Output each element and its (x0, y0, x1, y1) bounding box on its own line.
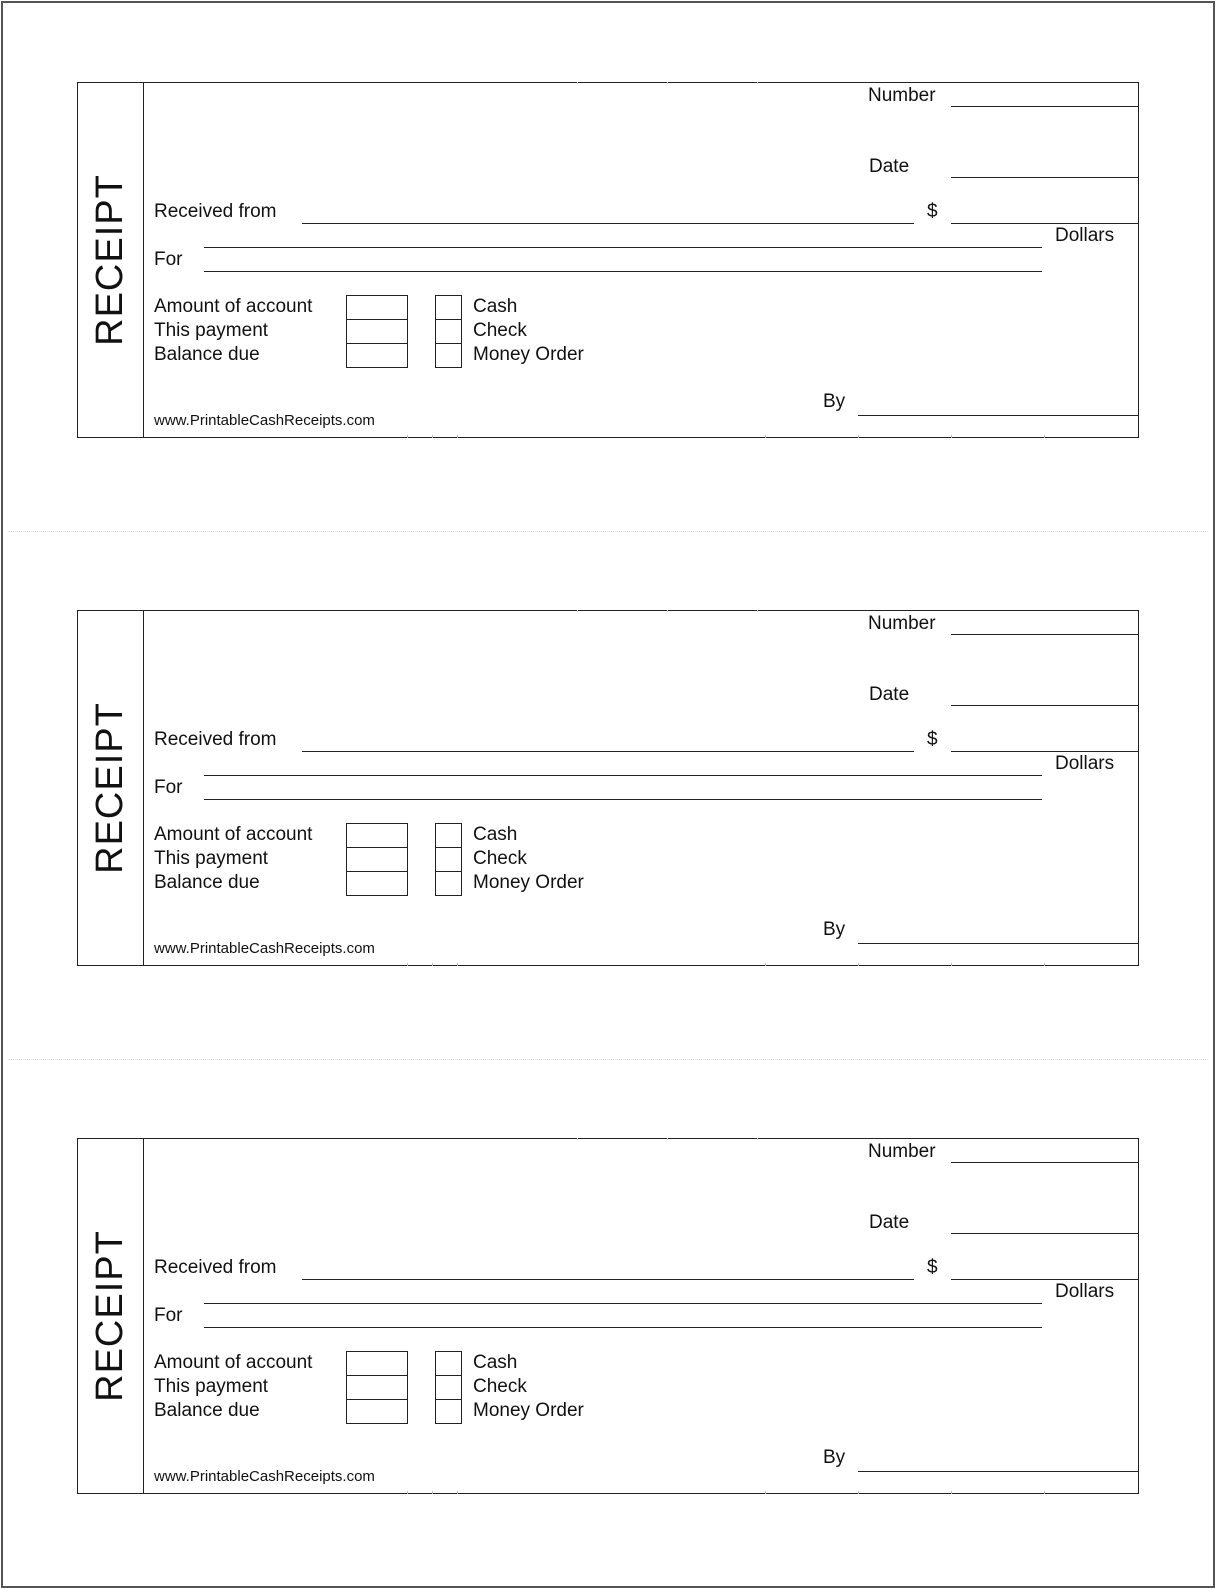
this-payment-box[interactable] (346, 1375, 408, 1400)
website-link: www.PrintableCashReceipts.com (154, 1468, 375, 1485)
receipt-border (77, 1138, 1139, 1494)
cash-checkbox[interactable] (435, 823, 462, 848)
check-checkbox[interactable] (435, 847, 462, 872)
this-payment-label: This payment (154, 320, 269, 341)
balance-due-box[interactable] (346, 871, 408, 896)
date-label: Date (869, 684, 910, 705)
balance-due-box[interactable] (346, 343, 408, 368)
cash-checkbox[interactable] (435, 1351, 462, 1376)
register-mark (757, 82, 758, 84)
receipt-side-divider (143, 610, 144, 966)
balance-due-box[interactable] (346, 1399, 408, 1424)
register-mark (432, 963, 433, 966)
receipt-form (77, 82, 1139, 438)
check-label: Check (473, 320, 527, 341)
register-mark (667, 1138, 668, 1140)
register-mark (765, 963, 766, 966)
cut-line (8, 1059, 1208, 1060)
amount-of-account-box[interactable] (346, 295, 408, 320)
dollar-sign: $ (927, 201, 938, 222)
this-payment-box[interactable] (346, 847, 408, 872)
balance-due-label: Balance due (154, 1400, 260, 1421)
dollars-label: Dollars (1055, 225, 1115, 246)
for-label: For (154, 249, 183, 270)
register-mark (858, 963, 859, 966)
number-field[interactable] (951, 106, 1138, 107)
cash-label: Cash (473, 296, 518, 317)
register-mark (1044, 435, 1045, 438)
register-mark (457, 435, 458, 438)
amount-of-account-label: Amount of account (154, 296, 313, 317)
by-label: By (823, 391, 846, 412)
by-label: By (823, 1447, 846, 1468)
cash-checkbox[interactable] (435, 295, 462, 320)
website-link: www.PrintableCashReceipts.com (154, 412, 375, 429)
receipt-title: RECEIPT (89, 702, 131, 874)
dollar-sign: $ (927, 1257, 938, 1278)
register-mark (757, 610, 758, 612)
amount-field[interactable] (951, 751, 1138, 752)
received-from-label: Received from (154, 1257, 277, 1278)
number-field[interactable] (951, 1162, 1138, 1163)
number-label: Number (868, 85, 936, 106)
amount-field[interactable] (951, 223, 1138, 224)
register-mark (667, 82, 668, 84)
for-field[interactable] (204, 1327, 1042, 1328)
register-mark (432, 435, 433, 438)
register-mark (951, 963, 952, 966)
money-order-checkbox[interactable] (435, 1399, 462, 1424)
register-mark (577, 1138, 578, 1140)
number-label: Number (868, 1141, 936, 1162)
signature-field[interactable] (858, 943, 1138, 944)
check-label: Check (473, 1376, 527, 1397)
receipt-border (77, 610, 1139, 966)
amount-field[interactable] (951, 1279, 1138, 1280)
balance-due-label: Balance due (154, 344, 260, 365)
register-mark (765, 435, 766, 438)
register-mark (757, 1138, 758, 1140)
register-mark (951, 435, 952, 438)
receipt-side-divider (143, 1138, 144, 1494)
money-order-label: Money Order (473, 1400, 584, 1421)
register-mark (667, 610, 668, 612)
number-field[interactable] (951, 634, 1138, 635)
date-field[interactable] (951, 1233, 1138, 1234)
receipt-form (77, 610, 1139, 966)
cut-line (8, 531, 1208, 532)
register-mark (577, 610, 578, 612)
for-label: For (154, 1305, 183, 1326)
balance-due-label: Balance due (154, 872, 260, 893)
money-order-checkbox[interactable] (435, 343, 462, 368)
register-mark (407, 963, 408, 966)
receipt-title: RECEIPT (89, 174, 131, 346)
amount-of-account-label: Amount of account (154, 824, 313, 845)
cash-label: Cash (473, 824, 518, 845)
for-field[interactable] (204, 271, 1042, 272)
cash-label: Cash (473, 1352, 518, 1373)
receipt-border (77, 82, 1139, 438)
receipt-form (77, 1138, 1139, 1494)
money-order-checkbox[interactable] (435, 871, 462, 896)
amount-of-account-box[interactable] (346, 823, 408, 848)
register-mark (457, 963, 458, 966)
this-payment-label: This payment (154, 848, 269, 869)
register-mark (457, 1491, 458, 1494)
received-from-field[interactable] (302, 223, 914, 224)
signature-field[interactable] (858, 415, 1138, 416)
date-label: Date (869, 156, 910, 177)
dollars-in-words-field[interactable] (204, 247, 1042, 248)
date-label: Date (869, 1212, 910, 1233)
by-label: By (823, 919, 846, 940)
received-from-field[interactable] (302, 1279, 914, 1280)
check-label: Check (473, 848, 527, 869)
register-mark (407, 435, 408, 438)
dollars-in-words-field[interactable] (204, 1303, 1042, 1304)
received-from-field[interactable] (302, 751, 914, 752)
check-checkbox[interactable] (435, 319, 462, 344)
for-field[interactable] (204, 799, 1042, 800)
received-from-label: Received from (154, 201, 277, 222)
dollars-label: Dollars (1055, 753, 1115, 774)
signature-field[interactable] (858, 1471, 1138, 1472)
receipt-title: RECEIPT (89, 1230, 131, 1402)
register-mark (577, 82, 578, 84)
website-link: www.PrintableCashReceipts.com (154, 940, 375, 957)
register-mark (1044, 963, 1045, 966)
money-order-label: Money Order (473, 872, 584, 893)
this-payment-label: This payment (154, 1376, 269, 1397)
date-field[interactable] (951, 705, 1138, 706)
receipt-side-divider (143, 82, 144, 438)
register-mark (432, 1491, 433, 1494)
check-checkbox[interactable] (435, 1375, 462, 1400)
register-mark (1044, 1491, 1045, 1494)
this-payment-box[interactable] (346, 319, 408, 344)
register-mark (858, 1491, 859, 1494)
date-field[interactable] (951, 177, 1138, 178)
register-mark (858, 435, 859, 438)
dollars-label: Dollars (1055, 1281, 1115, 1302)
received-from-label: Received from (154, 729, 277, 750)
amount-of-account-box[interactable] (346, 1351, 408, 1376)
money-order-label: Money Order (473, 344, 584, 365)
register-mark (407, 1491, 408, 1494)
register-mark (951, 1491, 952, 1494)
for-label: For (154, 777, 183, 798)
amount-of-account-label: Amount of account (154, 1352, 313, 1373)
number-label: Number (868, 613, 936, 634)
dollar-sign: $ (927, 729, 938, 750)
register-mark (765, 1491, 766, 1494)
dollars-in-words-field[interactable] (204, 775, 1042, 776)
